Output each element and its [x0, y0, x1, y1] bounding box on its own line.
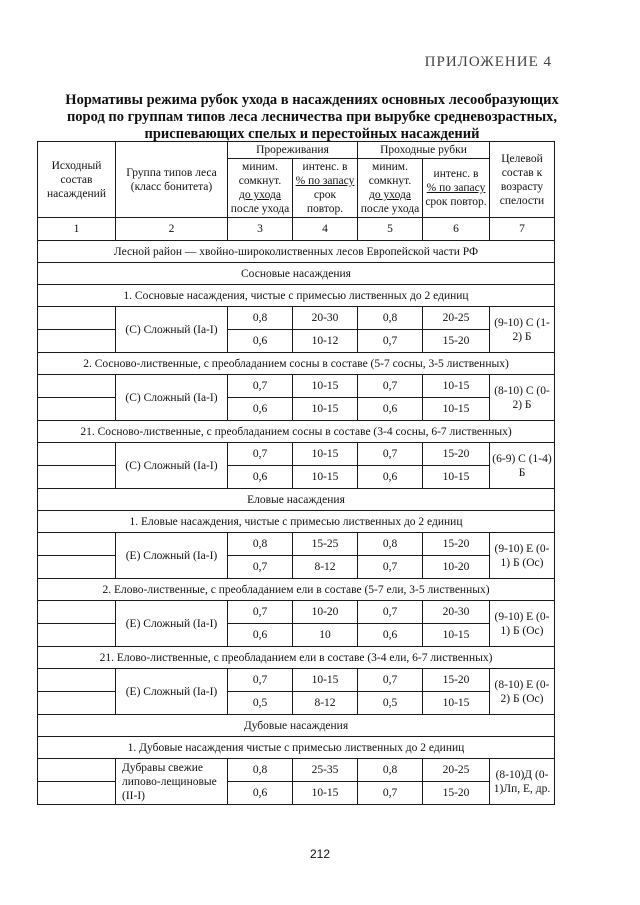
value-cell: 15-20 [423, 330, 490, 353]
value-cell: 0,7 [358, 782, 423, 805]
value-cell: 10-15 [423, 624, 490, 647]
col-num: 6 [423, 218, 490, 241]
value-cell: 0,6 [228, 624, 293, 647]
group-title: 1. Сосновые насаждения, чистые с примесью лиственных до 2 единиц [38, 285, 555, 307]
value-cell: 0,6 [228, 782, 293, 805]
forest-type-group: (С) Сложный (Iа-I) [116, 307, 228, 353]
target-composition: (9-10) Е (0-1) Б (Ос) [490, 533, 555, 579]
col-head-int-pass: интенс. в % по запасу срок повтор. [423, 159, 490, 218]
target-composition: (9-10) С (1-2) Б [490, 307, 555, 353]
value-cell: 0,6 [358, 466, 423, 489]
value-cell: 15-20 [423, 533, 490, 556]
target-composition: (8-10) С (0-2) Б [490, 375, 555, 421]
group-title: 1. Еловые насаждения, чистые с примесью лиственных до 2 единиц [38, 511, 555, 533]
value-cell: 10-15 [423, 692, 490, 715]
value-cell: 10-15 [423, 375, 490, 398]
value-cell: 0,7 [358, 375, 423, 398]
empty-cell [38, 601, 116, 624]
section-oak: Дубовые насаждения [38, 715, 555, 737]
value-cell: 0,7 [358, 556, 423, 579]
forest-type-group: Дубравы свежие липово-лещиновые (II-I) [116, 759, 228, 805]
value-cell: 0,8 [228, 533, 293, 556]
col-head-int-thin: интенс. в % по запасу срок повтор. [293, 159, 358, 218]
section-spruce: Еловые насаждения [38, 489, 555, 511]
col-head-min-thin: миним. сомкнут. до ухода после ухода [228, 159, 293, 218]
col-head-min-pass: миним. сомкнут. до ухода после ухода [358, 159, 423, 218]
value-cell: 20-30 [423, 601, 490, 624]
section-pine: Сосновые насаждения [38, 263, 555, 285]
empty-cell [38, 624, 116, 647]
col-num: 3 [228, 218, 293, 241]
value-cell: 0,6 [228, 330, 293, 353]
value-cell: 25-35 [293, 759, 358, 782]
col-head-target: Целевой состав к возрасту спелости [490, 142, 555, 218]
value-cell: 10-15 [423, 398, 490, 421]
empty-cell [38, 375, 116, 398]
col-head-thinning: Прореживания [228, 142, 358, 159]
value-cell: 0,8 [228, 759, 293, 782]
value-cell: 0,6 [358, 398, 423, 421]
value-cell: 10-15 [293, 466, 358, 489]
value-cell: 10-12 [293, 330, 358, 353]
target-composition: (9-10) Е (0-1) Б (Ос) [490, 601, 555, 647]
value-cell: 0,7 [228, 443, 293, 466]
value-cell: 10 [293, 624, 358, 647]
value-cell: 0,8 [358, 307, 423, 330]
col-head-initial: Исходный состав насаждений [38, 142, 116, 218]
value-cell: 10-20 [423, 556, 490, 579]
empty-cell [38, 692, 116, 715]
value-cell: 10-15 [293, 443, 358, 466]
value-cell: 0,8 [228, 307, 293, 330]
col-num: 1 [38, 218, 116, 241]
group-title: 2. Сосново-лиственные, с преобладанием сосны в составе (5-7 сосны, 3-5 лиственных) [38, 353, 555, 375]
value-cell: 15-20 [423, 443, 490, 466]
empty-cell [38, 782, 116, 805]
value-cell: 20-30 [293, 307, 358, 330]
group-title: 1. Дубовые насаждения чистые с примесью лиственных до 2 единиц [38, 737, 555, 759]
value-cell: 0,7 [228, 601, 293, 624]
value-cell: 15-20 [423, 782, 490, 805]
value-cell: 15-20 [423, 669, 490, 692]
value-cell: 20-25 [423, 307, 490, 330]
forest-type-group: (С) Сложный (Iа-I) [116, 375, 228, 421]
value-cell: 0,7 [228, 556, 293, 579]
empty-cell [38, 330, 116, 353]
value-cell: 0,5 [228, 692, 293, 715]
value-cell: 8-12 [293, 556, 358, 579]
empty-cell [38, 669, 116, 692]
value-cell: 0,7 [228, 375, 293, 398]
target-composition: (8-10) Е (0-2) Б (Ос) [490, 669, 555, 715]
value-cell: 0,7 [228, 669, 293, 692]
value-cell: 0,6 [358, 624, 423, 647]
value-cell: 0,8 [358, 759, 423, 782]
norms-table [37, 141, 555, 805]
value-cell: 10-20 [293, 601, 358, 624]
value-cell: 10-15 [293, 375, 358, 398]
region-row: Лесной район — хвойно-широколиственных лесов Европейской части РФ [38, 241, 555, 263]
empty-cell [38, 307, 116, 330]
group-title: 2. Елово-лиственные, с преобладанием ели в составе (5-7 ели, 3-5 лиственных) [38, 579, 555, 601]
value-cell: 0,8 [358, 533, 423, 556]
empty-cell [38, 533, 116, 556]
forest-type-group: (Е) Сложный (Iа-I) [116, 669, 228, 715]
empty-cell [38, 466, 116, 489]
page-number: 212 [309, 847, 331, 861]
col-head-group: Группа типов леса (класс бонитета) [116, 142, 228, 218]
value-cell: 0,7 [358, 601, 423, 624]
col-num: 2 [116, 218, 228, 241]
empty-cell [38, 556, 116, 579]
forest-type-group: (Е) Сложный (Iа-I) [116, 533, 228, 579]
col-num: 5 [358, 218, 423, 241]
empty-cell [38, 443, 116, 466]
group-title: 21. Сосново-лиственные, с преобладанием сосны в составе (3-4 сосны, 6-7 лиственных) [38, 421, 555, 443]
value-cell: 10-15 [293, 782, 358, 805]
appendix-label: ПРИЛОЖЕНИЕ 4 [424, 54, 552, 70]
value-cell: 0,5 [358, 692, 423, 715]
group-title: 21. Елово-лиственные, с преобладанием ели в составе (3-4 ели, 6-7 лиственных) [38, 647, 555, 669]
value-cell: 10-15 [423, 466, 490, 489]
target-composition: (8-10)Д (0-1)Лп, Е, др. [490, 759, 555, 805]
forest-type-group: (С) Сложный (Iа-I) [116, 443, 228, 489]
col-num: 4 [293, 218, 358, 241]
value-cell: 0,6 [228, 398, 293, 421]
document-title: Нормативы режима рубок ухода в насаждениях основных лесообразующих пород по группам типов леса лесничества при вырубке средневозрастных, приспевающих спелых и перестойных насаждений [65, 92, 559, 142]
empty-cell [38, 759, 116, 782]
value-cell: 10-15 [293, 398, 358, 421]
col-num: 7 [490, 218, 555, 241]
value-cell: 10-15 [293, 669, 358, 692]
value-cell: 15-25 [293, 533, 358, 556]
value-cell: 0,7 [358, 443, 423, 466]
empty-cell [38, 398, 116, 421]
forest-type-group: (Е) Сложный (Iа-I) [116, 601, 228, 647]
col-head-pass: Проходные рубки [358, 142, 490, 159]
value-cell: 8-12 [293, 692, 358, 715]
value-cell: 0,7 [358, 330, 423, 353]
value-cell: 20-25 [423, 759, 490, 782]
value-cell: 0,6 [228, 466, 293, 489]
value-cell: 0,7 [358, 669, 423, 692]
target-composition: (6-9) С (1-4) Б [490, 443, 555, 489]
